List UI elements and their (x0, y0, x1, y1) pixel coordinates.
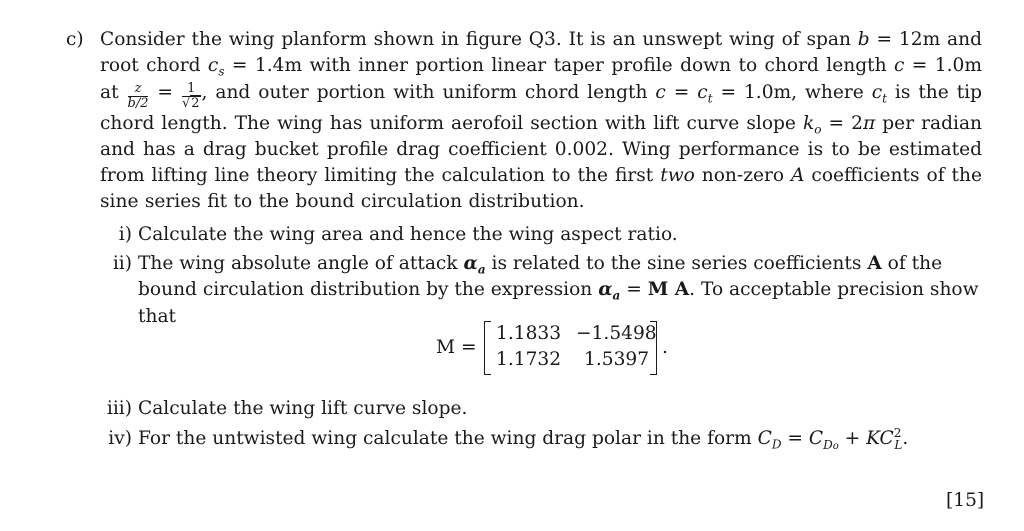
item-text: The wing absolute angle of attack $\alpha_a$ is related to the sine series coefficients A of the bound circulation distribution by the expression $\alpha_a = M$ A. To acceptable precision show that (138, 253, 979, 327)
item-text: Calculate the wing area and hence the wing aspect ratio. (138, 224, 678, 245)
right-bracket (650, 321, 657, 375)
matrix-trailing-period: . (662, 337, 668, 358)
item-number: ii) (112, 253, 132, 274)
matrix-cell: 1.1833 (496, 323, 562, 344)
item-text: Calculate the wing lift curve slope. (138, 398, 468, 419)
left-bracket (484, 321, 491, 375)
matrix-cell: 1.1732 (496, 349, 562, 370)
item-number: iv) (108, 428, 132, 449)
marks-allocation: [15] (946, 490, 985, 511)
item-text: For the untwisted wing calculate the wing drag polar in the form $C_D = C_{Do} + KC^2_L$. (138, 425, 909, 452)
matrix-label: M = (436, 337, 477, 358)
fraction-z-over-half-span: $\frac{z}{b/2}$ (127, 80, 149, 111)
item-number: iii) (106, 398, 132, 419)
matrix-cell: 1.5397 (584, 349, 650, 370)
fraction-one-over-root-two: $\frac{1}{√2}$ (181, 80, 200, 111)
item-number: i) (118, 224, 132, 245)
matrix-cell: −1.5498 (576, 323, 657, 344)
question-intro: Consider the wing planform shown in figure Q3. It is an unswept wing of span b = 12m and root chord $c_s = 1.4m$ with inner portion linear taper profile down to chord length c = 1.0m at $\frac{z}{b/2}$ = $\frac{1}{√2}$ , and outer portion with uniform chord length $c = c_t = 1.0m$, where $c_t$ is the tip chord length. The wing has uniform aerofoil section with lift curve slope $k_o = 2\pi$ per radian and has a drag bucket profile drag coefficient 0.002. Wing performance is to be estimated from lifting line theory limiting the calculation to the first two non-zero A coefficients of the sine series fit to the bound circulation distribution. (100, 29, 983, 213)
part-label: c) (66, 29, 84, 50)
